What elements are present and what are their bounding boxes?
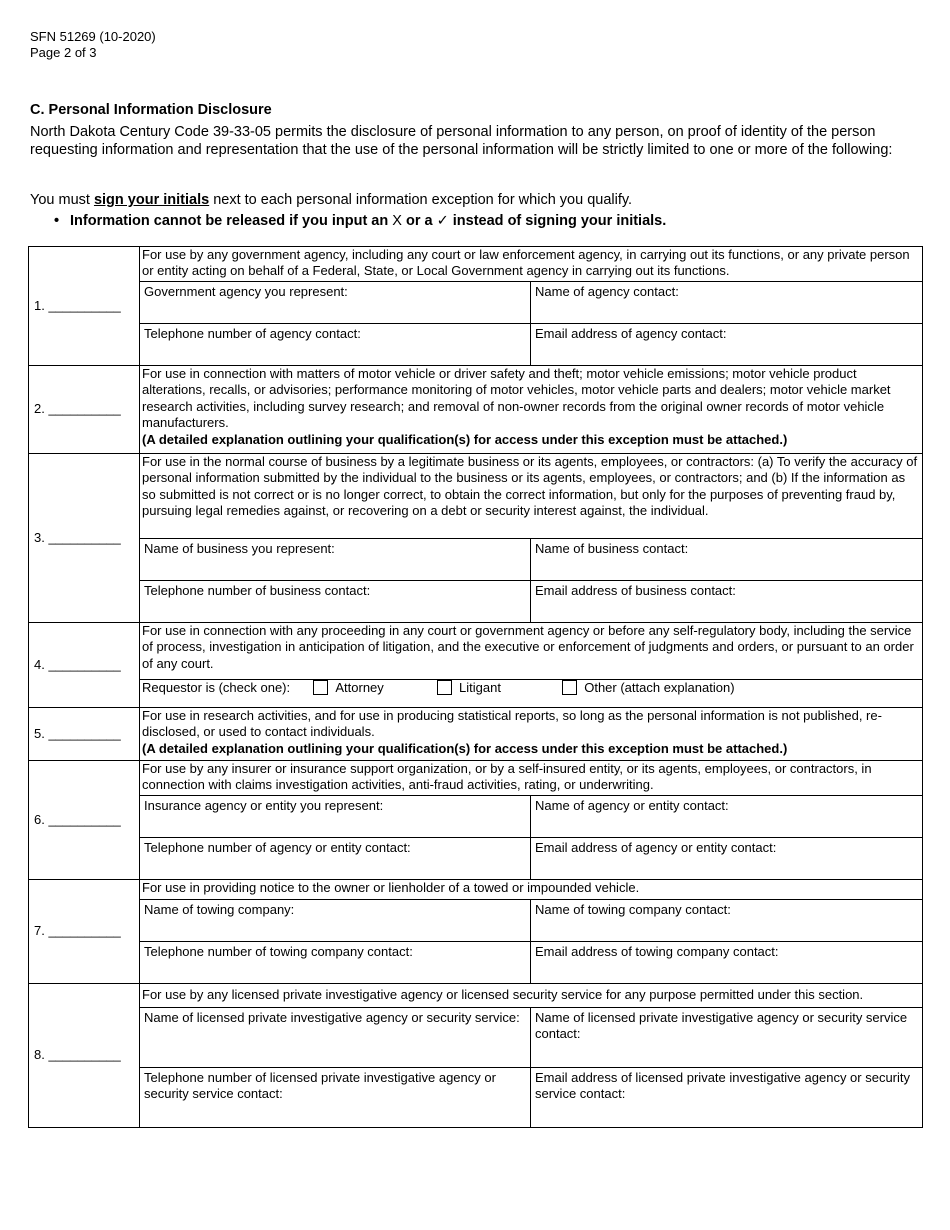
investigative-contact-field[interactable]: Name of licensed private investigative agency or security service contact: [531, 1008, 923, 1068]
exception-row-1 [29, 247, 923, 282]
initials-field-8[interactable]: 8. __________ [29, 984, 140, 1128]
exception-description: For use by any government agency, including any court or law enforcement agency, in carrying out its functions, or any private person or entity acting on behalf of a Federal, State, or Local Government agency in carrying out its functions. [140, 247, 923, 282]
exception-row-6 [29, 761, 923, 796]
exception-row-3 [29, 454, 923, 539]
exception-row-7 [29, 880, 923, 900]
attachment-note: (A detailed explanation outlining your qualification(s) for access under this exception must be attached.) [142, 431, 788, 447]
business-contact-field[interactable]: Name of business contact: [531, 539, 923, 581]
exception-description: For use in the normal course of business by a legitimate business or its agents, employees, or contractors: (a) To verify the accuracy of personal information submitted by the individual to the business or its agents, employees, or contractors; and (b) If the information as so submitted is not correct or is no longer correct, to obtain the correct information, but only for the purposes of preventing fraud by, pursuing legal remedies against, or recovering on a debt or security interest against, the individual. [140, 454, 923, 539]
towing-contact-field[interactable]: Name of towing company contact: [531, 900, 923, 942]
instruction-emphasis: sign your initials [93, 192, 210, 208]
section-intro: North Dakota Century Code 39-33-05 permits the disclosure of personal information to any person, on proof of identity of the person requesting information and representation that the use of the personal information will be strictly limited to one or more of the following: [30, 124, 893, 158]
exception-description: For use in research activities, and for use in producing statistical reports, so long as the personal information is not published, re-disclosed, or used to contact individuals. (A detailed explanation outlining your qualification(s) for access under this exception must be attached.) [140, 708, 923, 761]
initials-field-1[interactable]: 1. __________ [29, 247, 140, 366]
business-phone-field[interactable]: Telephone number of business contact: [140, 581, 531, 623]
litigant-checkbox[interactable] [437, 680, 452, 695]
towing-company-field[interactable]: Name of towing company: [140, 900, 531, 942]
insurance-email-field[interactable]: Email address of agency or entity contact: [531, 838, 923, 880]
agency-contact-field[interactable]: Name of agency contact: [531, 282, 923, 324]
section-title: C. Personal Information Disclosure [30, 102, 272, 118]
exception-row-8 [29, 984, 923, 1008]
other-label: Other (attach explanation) [584, 680, 735, 695]
form-header [30, 29, 156, 61]
form-number: SFN 51269 (10-2020) [30, 29, 156, 44]
agency-email-field[interactable]: Email address of agency contact: [531, 324, 923, 366]
initials-field-3[interactable]: 3. __________ [29, 454, 140, 623]
investigative-agency-field[interactable]: Name of licensed private investigative agency or security service: [140, 1008, 531, 1068]
towing-phone-field[interactable]: Telephone number of towing company contact: [140, 942, 531, 984]
investigative-phone-field[interactable]: Telephone number of licensed private investigative agency or security service contact: [140, 1068, 531, 1128]
government-agency-field[interactable]: Government agency you represent: [140, 282, 531, 324]
initials-field-5[interactable]: 5. __________ [29, 708, 140, 761]
exception-description: For use in connection with matters of motor vehicle or driver safety and theft; motor vehicle emissions; motor vehicle product alterations, recalls, or advisories; performance monitoring of motor vehicles, motor vehicle parts and dealers; motor vehicle market research activities, including survey research; and removal of non-owner records from the original owner records of motor vehicle manufacturers. (A detailed explanation outlining your qualification(s) for access under this exception must be attached.) [140, 366, 923, 454]
exception-row-5 [29, 708, 923, 761]
business-name-field[interactable]: Name of business you represent: [140, 539, 531, 581]
other-checkbox[interactable] [562, 680, 577, 695]
investigative-email-field[interactable]: Email address of licensed private investigative agency or security service contact: [531, 1068, 923, 1128]
insurance-agency-field[interactable]: Insurance agency or entity you represent: [140, 796, 531, 838]
warning-bullet: • Information cannot be released if you input an X or a ✓ instead of signing your initials. [54, 213, 667, 229]
exception-row-4 [29, 623, 923, 680]
bullet-icon: • [54, 213, 60, 229]
instruction-text: You must sign your initials next to each personal information exception for which you qualify. [30, 192, 633, 208]
initials-field-2[interactable]: 2. __________ [29, 366, 140, 454]
page-number: Page 2 of 3 [30, 45, 97, 60]
attorney-checkbox[interactable] [313, 680, 328, 695]
insurance-contact-field[interactable]: Name of agency or entity contact: [531, 796, 923, 838]
exception-row-2 [29, 366, 923, 454]
exception-description: For use by any insurer or insurance support organization, or by a self-insured entity, or its agents, employees, or contractors, in connection with claims investigation activities, anti-fraud activities, rating, or underwriting. [140, 761, 923, 796]
towing-email-field[interactable]: Email address of towing company contact: [531, 942, 923, 984]
exception-description: For use in connection with any proceeding in any court or government agency or before any self-regulatory body, including the service of process, investigation in anticipation of litigation, and the executive or enforcement of judgments and orders, or pursuant to an order of any court. [140, 623, 923, 680]
check-icon: ✓ [436, 213, 449, 229]
agency-phone-field[interactable]: Telephone number of agency contact: [140, 324, 531, 366]
initials-field-4[interactable]: 4. __________ [29, 623, 140, 708]
attorney-label: Attorney [335, 680, 384, 695]
initials-field-7[interactable]: 7. __________ [29, 880, 140, 984]
exception-description: For use by any licensed private investigative agency or licensed security service for any purpose permitted under this section. [140, 984, 923, 1008]
insurance-phone-field[interactable]: Telephone number of agency or entity contact: [140, 838, 531, 880]
attachment-note: (A detailed explanation outlining your qualification(s) for access under this exception must be attached.) [142, 740, 788, 756]
litigant-label: Litigant [459, 680, 501, 695]
business-email-field[interactable]: Email address of business contact: [531, 581, 923, 623]
initials-field-6[interactable]: 6. __________ [29, 761, 140, 880]
exceptions-table [28, 246, 923, 1128]
exception-description: For use in providing notice to the owner or lienholder of a towed or impounded vehicle. [140, 880, 923, 900]
requestor-check-row [140, 680, 923, 708]
requestor-label: Requestor is (check one): [142, 680, 291, 695]
